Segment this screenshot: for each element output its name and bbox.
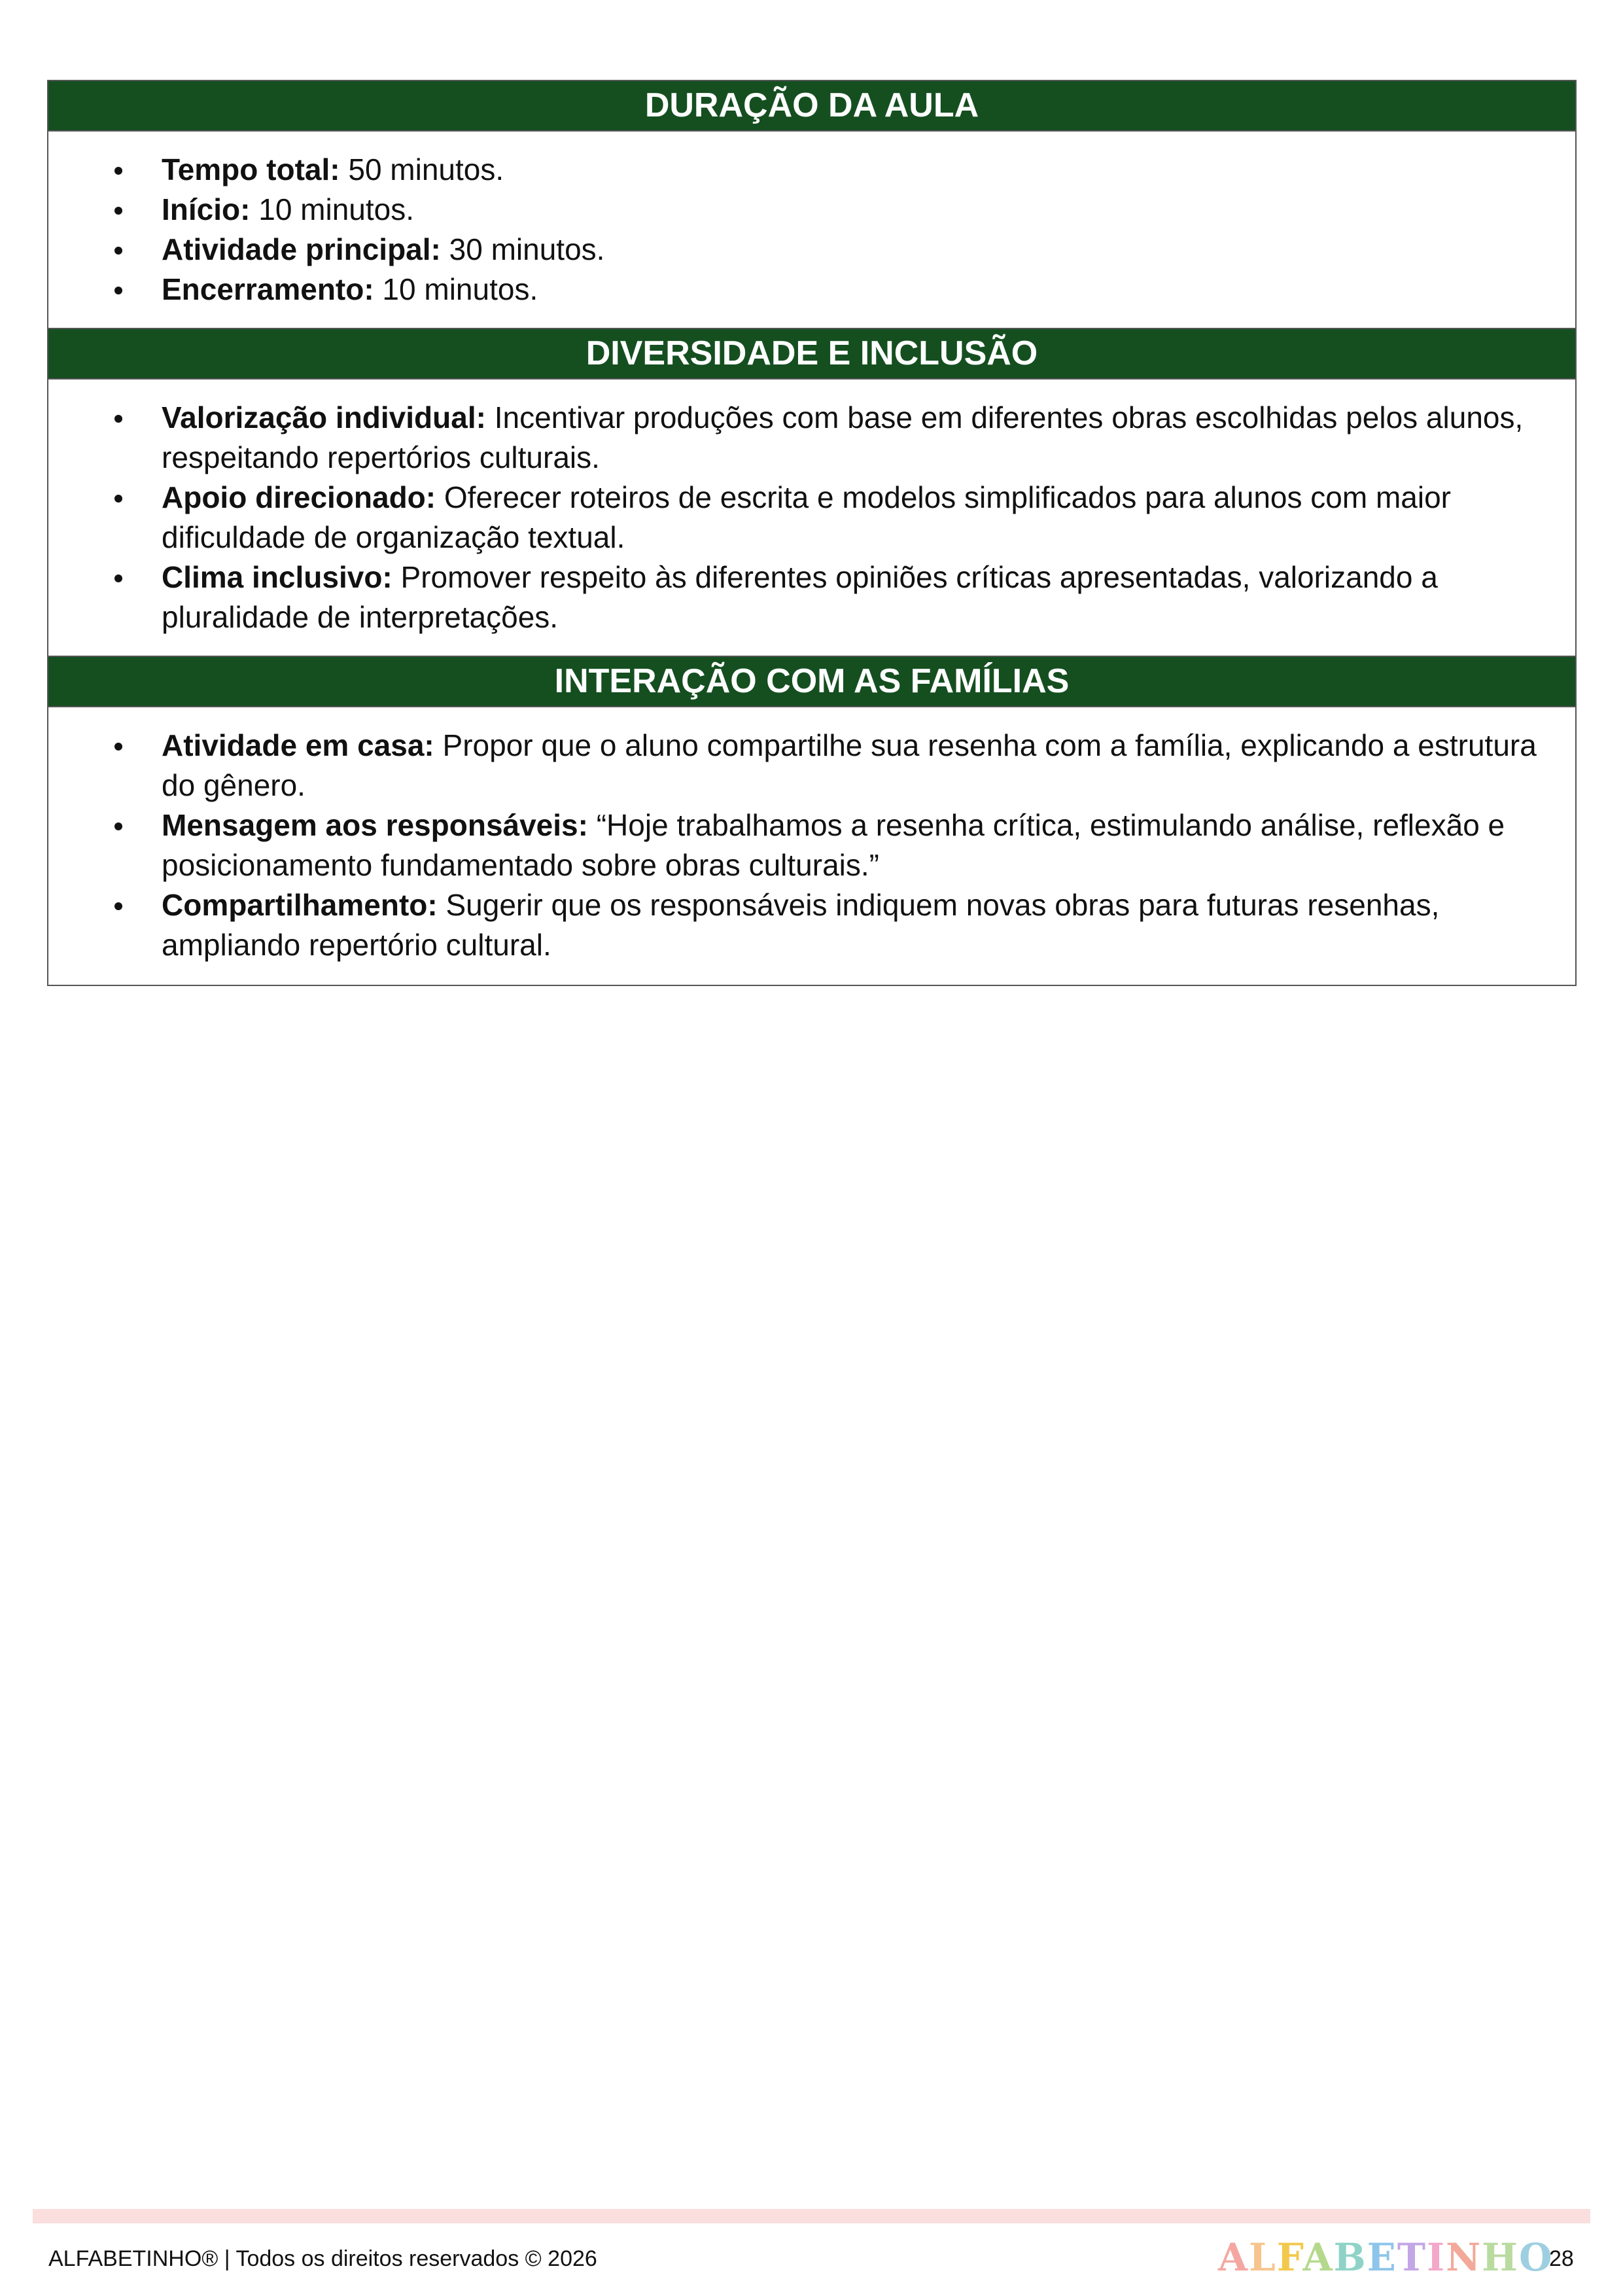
section-body-diversidade [48, 380, 1575, 657]
item-label: Tempo total: [162, 152, 340, 186]
item-label: Clima inclusivo: [162, 560, 393, 594]
item-text: Oferecer roteiros de escrita e modelos simplificados para alunos com maior dificuldade de organização textual. [162, 480, 1451, 554]
section-header-familias: INTERAÇÃO COM AS FAMÍLIAS [48, 657, 1575, 707]
footer-copyright: ALFABETINHO® | Todos os direitos reservados © 2026 [48, 2246, 597, 2271]
list-item [48, 190, 1575, 230]
item-text: 30 minutos. [440, 232, 605, 266]
item-text: “Hoje trabalhamos a resenha crítica, estimulando análise, reflexão e posicionamento fundamentado sobre obras culturais.” [162, 808, 1505, 882]
duracao-list [48, 150, 1575, 309]
section-header-diversidade: DIVERSIDADE E INCLUSÃO [48, 329, 1575, 380]
item-label: Valorização individual: [162, 400, 486, 434]
section-body-familias [48, 707, 1575, 985]
item-text: Promover respeito às diferentes opiniões críticas apresentadas, valorizando a pluralidade de interpretações. [162, 560, 1438, 634]
footer-divider-band [33, 2209, 1590, 2223]
item-label: Atividade principal: [162, 232, 441, 266]
list-item [48, 478, 1575, 557]
logo-letter: L [1249, 2235, 1277, 2280]
logo-letter: O [1518, 2235, 1554, 2280]
logo-letter: I [1427, 2235, 1446, 2280]
page-number: 28 [1549, 2246, 1574, 2271]
list-item [48, 885, 1575, 965]
section-header-duracao: DURAÇÃO DA AULA [48, 81, 1575, 132]
diversidade-list [48, 398, 1575, 637]
item-text: Incentivar produções com base em diferentes obras escolhidas pelos alunos, respeitando repertórios culturais. [162, 400, 1524, 474]
list-item [48, 805, 1575, 885]
logo-letter: T [1397, 2235, 1427, 2280]
list-item [48, 270, 1575, 309]
item-label: Apoio direcionado: [162, 480, 436, 514]
logo-letter: F [1276, 2235, 1303, 2280]
logo-letter: A [1218, 2235, 1249, 2280]
list-item [48, 230, 1575, 270]
item-text: Propor que o aluno compartilhe sua resenha com a família, explicando a estrutura do gênero. [162, 728, 1537, 802]
item-label: Encerramento: [162, 272, 374, 306]
logo-letter: A [1302, 2235, 1334, 2280]
logo-letter: B [1333, 2235, 1367, 2280]
section-body-duracao [48, 132, 1575, 329]
item-label: Início: [162, 192, 251, 226]
item-text: 10 minutos. [374, 272, 538, 306]
logo-letter: H [1482, 2235, 1519, 2280]
item-label: Mensagem aos responsáveis: [162, 808, 588, 842]
lesson-plan-table [47, 80, 1577, 986]
item-text: 10 minutos. [250, 192, 415, 226]
list-item [48, 398, 1575, 478]
item-label: Atividade em casa: [162, 728, 434, 762]
list-item [48, 726, 1575, 805]
logo-letter: E [1367, 2235, 1397, 2280]
familias-list [48, 726, 1575, 965]
item-text: 50 minutos. [340, 152, 504, 186]
item-label: Compartilhamento: [162, 888, 438, 922]
list-item [48, 150, 1575, 190]
list-item [48, 557, 1575, 637]
brand-logo [1218, 2235, 1554, 2280]
logo-letter: N [1446, 2235, 1482, 2280]
item-text: Sugerir que os responsáveis indiquem novas obras para futuras resenhas, ampliando repertório cultural. [162, 888, 1440, 962]
